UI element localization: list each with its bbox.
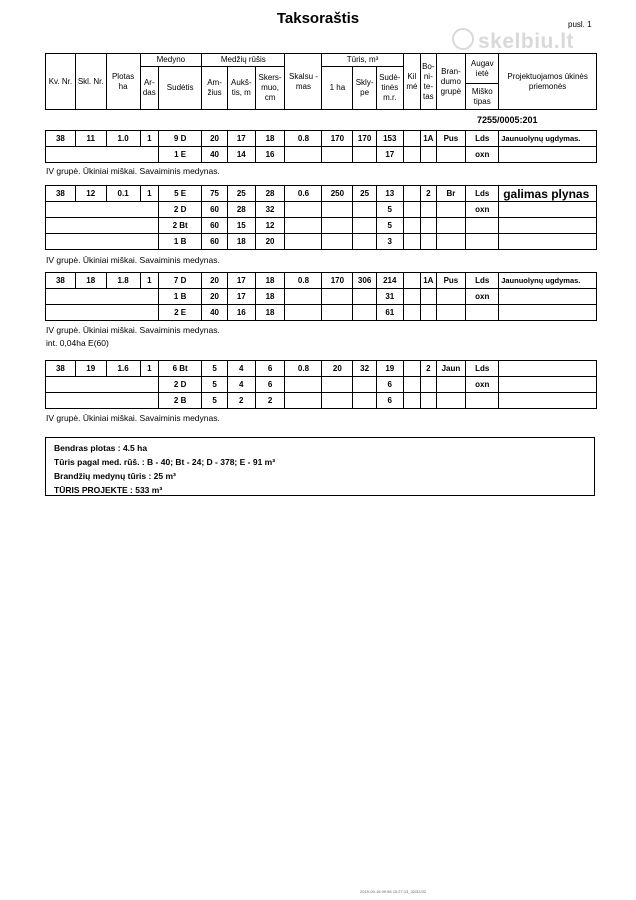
cell-augaviete — [466, 393, 499, 409]
cell-augaviete: Lds — [466, 361, 499, 377]
cell-sudetines: 17 — [376, 147, 403, 163]
cell-ardas: 1 — [140, 131, 159, 147]
cell-amzius: 5 — [202, 377, 228, 393]
cell-bonitetas — [421, 393, 436, 409]
header-sklype: Skly-pe — [353, 67, 377, 110]
cell-ha — [322, 289, 353, 305]
cell-priemone — [499, 218, 597, 234]
header-medziu-rusis: Medžių rūšis — [202, 54, 285, 67]
cell-kilme — [403, 393, 420, 409]
cell-brandumo: Pus — [436, 273, 466, 289]
header-medyno: Medyno — [140, 54, 202, 67]
cell-sudetines: 6 — [376, 377, 403, 393]
cell-bonitetas: 2 — [421, 361, 436, 377]
cell-kilme — [403, 234, 420, 250]
table-row — [46, 147, 597, 163]
cell-bonitetas — [421, 218, 436, 234]
cell-sklype: 32 — [353, 361, 377, 377]
summary-volume-by-species: Tūris pagal med. rūš. : B - 40; Bt - 24; D - 378; E - 91 m³ — [54, 457, 276, 467]
cell-sudetines: 5 — [376, 202, 403, 218]
cell-brandumo — [436, 393, 466, 409]
table-row — [46, 186, 597, 202]
cell-aukstis: 28 — [227, 202, 255, 218]
watermark-logo-icon — [452, 28, 474, 50]
cell-plotas: 1.0 — [106, 131, 140, 147]
cell-sudetines: 6 — [376, 393, 403, 409]
cell-bonitetas: 2 — [421, 186, 436, 202]
cell-sudetis: 9 D — [159, 131, 202, 147]
blank-cell — [46, 305, 159, 321]
cell-plotas: 0.1 — [106, 186, 140, 202]
table-row — [46, 234, 597, 250]
cell-amzius: 60 — [202, 202, 228, 218]
cell-sudetis: 2 E — [159, 305, 202, 321]
cell-aukstis: 4 — [227, 361, 255, 377]
cell-sudetis: 1 E — [159, 147, 202, 163]
cell-sudetines: 13 — [376, 186, 403, 202]
cell-skalsumas: 0.8 — [285, 361, 322, 377]
cell-sudetines: 214 — [376, 273, 403, 289]
summary-project-volume: TŪRIS PROJEKTE : 533 m³ — [54, 485, 163, 495]
cell-sklype — [353, 377, 377, 393]
cell-sudetis: 1 B — [159, 234, 202, 250]
cell-augaviete — [466, 234, 499, 250]
header-brandumo: Bran-dumo grupė — [436, 54, 466, 110]
cell-sklype — [353, 289, 377, 305]
cell-kilme — [403, 361, 420, 377]
cell-skersmuo: 16 — [255, 147, 285, 163]
cell-priemone — [499, 234, 597, 250]
cell-bonitetas: 1A — [421, 131, 436, 147]
cell-sklype: 170 — [353, 131, 377, 147]
cell-ha — [322, 393, 353, 409]
summary-box — [45, 437, 595, 496]
cell-brandumo: Br — [436, 186, 466, 202]
cell-sudetis: 2 D — [159, 202, 202, 218]
cell-amzius: 60 — [202, 234, 228, 250]
cell-skersmuo: 12 — [255, 218, 285, 234]
cell-skl: 11 — [75, 131, 106, 147]
cell-priemone — [499, 393, 597, 409]
header-kilme: Kil mė — [403, 54, 420, 110]
blank-cell — [46, 393, 159, 409]
summary-area: Bendras plotas : 4.5 ha — [54, 443, 148, 453]
table-row — [46, 361, 597, 377]
cell-sklype — [353, 305, 377, 321]
cell-ha: 20 — [322, 361, 353, 377]
cell-augaviete: oxn — [466, 202, 499, 218]
cell-brandumo — [436, 147, 466, 163]
header-bonitetas: Bo-ni-te-tas — [421, 54, 436, 110]
cell-kilme — [403, 218, 420, 234]
cell-priemone — [499, 202, 597, 218]
cell-augaviete — [466, 305, 499, 321]
cell-skersmuo: 28 — [255, 186, 285, 202]
cell-kilme — [403, 273, 420, 289]
cell-amzius: 20 — [202, 289, 228, 305]
table-row — [46, 289, 597, 305]
cell-skl: 18 — [75, 273, 106, 289]
cell-plotas: 1.8 — [106, 273, 140, 289]
cell-brandumo: Jaun — [436, 361, 466, 377]
cell-sudetis: 1 B — [159, 289, 202, 305]
cell-ha — [322, 234, 353, 250]
cell-augaviete: oxn — [466, 377, 499, 393]
cell-skalsumas: 0.8 — [285, 273, 322, 289]
cell-priemone — [499, 305, 597, 321]
cell-kv: 38 — [46, 186, 76, 202]
cell-augaviete: Lds — [466, 186, 499, 202]
cell-priemone: Jaunuolynų ugdymas. — [499, 131, 597, 147]
cell-augaviete: oxn — [466, 289, 499, 305]
cell-aukstis: 17 — [227, 131, 255, 147]
cell-aukstis: 2 — [227, 393, 255, 409]
cell-sudetis: 2 B — [159, 393, 202, 409]
cell-sudetis: 2 D — [159, 377, 202, 393]
header-amzius: Am-žius — [202, 67, 228, 110]
cell-kv: 38 — [46, 361, 76, 377]
cell-ha — [322, 305, 353, 321]
cell-sudetis: 5 E — [159, 186, 202, 202]
cell-bonitetas — [421, 202, 436, 218]
cell-skersmuo: 6 — [255, 377, 285, 393]
cell-ha — [322, 147, 353, 163]
cell-sklype — [353, 202, 377, 218]
cell-ha: 170 — [322, 273, 353, 289]
cell-priemone — [499, 361, 597, 377]
cell-aukstis: 16 — [227, 305, 255, 321]
cell-bonitetas: 1A — [421, 273, 436, 289]
header-table — [45, 53, 597, 110]
cell-skersmuo: 18 — [255, 289, 285, 305]
cell-skalsumas — [285, 305, 322, 321]
cell-kilme — [403, 202, 420, 218]
watermark-text: skelbiu.lt — [478, 30, 575, 53]
cell-kilme — [403, 147, 420, 163]
stand-table-3 — [45, 272, 597, 321]
table-row — [46, 377, 597, 393]
cell-skalsumas — [285, 202, 322, 218]
blank-cell — [46, 147, 159, 163]
cell-amzius: 40 — [202, 147, 228, 163]
cell-sudetines: 5 — [376, 218, 403, 234]
cell-bonitetas — [421, 377, 436, 393]
cell-ardas: 1 — [140, 273, 159, 289]
header-turis: Tūris, m³ — [322, 54, 403, 67]
cell-aukstis: 15 — [227, 218, 255, 234]
cell-priemone: galimas plynas — [499, 186, 597, 202]
blank-cell — [46, 202, 159, 218]
cell-sudetines: 153 — [376, 131, 403, 147]
cell-priemone: Jaunuolynų ugdymas. — [499, 273, 597, 289]
cell-brandumo — [436, 234, 466, 250]
cell-ardas: 1 — [140, 186, 159, 202]
section-note: IV grupė. Ūkiniai miškai. Savaiminis medynas. — [46, 255, 220, 265]
cell-augaviete: Lds — [466, 131, 499, 147]
cell-skersmuo: 32 — [255, 202, 285, 218]
cell-skalsumas — [285, 147, 322, 163]
stand-table-4 — [45, 360, 597, 409]
cell-aukstis: 17 — [227, 289, 255, 305]
section-note: IV grupė. Ūkiniai miškai. Savaiminis medynas. — [46, 325, 220, 335]
cell-sudetis: 2 Bt — [159, 218, 202, 234]
cell-kilme — [403, 289, 420, 305]
cell-aukstis: 18 — [227, 234, 255, 250]
table-row — [46, 393, 597, 409]
summary-mature-volume: Brandžių medynų tūris : 25 m³ — [54, 471, 176, 481]
cell-priemone — [499, 289, 597, 305]
watermark — [452, 28, 574, 54]
cell-aukstis: 25 — [227, 186, 255, 202]
cell-priemone — [499, 147, 597, 163]
blank-cell — [46, 234, 159, 250]
cell-kilme — [403, 186, 420, 202]
cell-kilme — [403, 377, 420, 393]
cell-skalsumas — [285, 393, 322, 409]
page-title: Taksoraštis — [276, 10, 360, 27]
section-note: IV grupė. Ūkiniai miškai. Savaiminis medynas. — [46, 413, 220, 423]
cell-amzius: 5 — [202, 361, 228, 377]
cell-priemone — [499, 377, 597, 393]
cell-plotas: 1.6 — [106, 361, 140, 377]
document-code: 7255/0005:201 — [477, 115, 538, 125]
table-row — [46, 305, 597, 321]
cell-skalsumas: 0.8 — [285, 131, 322, 147]
cell-skersmuo: 20 — [255, 234, 285, 250]
header-kv: Kv. Nr. — [46, 54, 76, 110]
cell-skalsumas — [285, 234, 322, 250]
cell-sklype — [353, 393, 377, 409]
cell-sklype: 25 — [353, 186, 377, 202]
cell-kv: 38 — [46, 131, 76, 147]
section-note: int. 0,04ha E(60) — [46, 338, 109, 348]
header-1ha: 1 ha — [322, 67, 353, 110]
header-plotas: Plotas ha — [106, 54, 140, 110]
footer-stamp: 2019-09-18 09:58 10:27:13_32/32/32 — [360, 889, 427, 894]
cell-aukstis: 17 — [227, 273, 255, 289]
cell-brandumo — [436, 305, 466, 321]
cell-skalsumas — [285, 289, 322, 305]
cell-ha: 250 — [322, 186, 353, 202]
cell-skersmuo: 2 — [255, 393, 285, 409]
cell-skl: 19 — [75, 361, 106, 377]
cell-sklype — [353, 218, 377, 234]
section-note: IV grupė. Ūkiniai miškai. Savaiminis medynas. — [46, 166, 220, 176]
header-sudetines: Sudė-tinės m.r. — [376, 67, 403, 110]
page-number: pusl. 1 — [568, 20, 592, 29]
cell-sklype: 306 — [353, 273, 377, 289]
header-priemones: Projektuojamos ūkinės priemonės — [499, 54, 597, 110]
header-aukstis: Aukš-tis, m — [227, 67, 255, 110]
cell-amzius: 40 — [202, 305, 228, 321]
stand-table-1 — [45, 130, 597, 163]
cell-bonitetas — [421, 289, 436, 305]
cell-skersmuo: 18 — [255, 273, 285, 289]
header-skersmuo: Skers-muo, cm — [255, 67, 285, 110]
cell-sudetis: 7 D — [159, 273, 202, 289]
cell-kv: 38 — [46, 273, 76, 289]
cell-aukstis: 4 — [227, 377, 255, 393]
cell-bonitetas — [421, 147, 436, 163]
cell-sudetines: 61 — [376, 305, 403, 321]
cell-sudetis: 6 Bt — [159, 361, 202, 377]
cell-skalsumas — [285, 218, 322, 234]
cell-bonitetas — [421, 234, 436, 250]
cell-brandumo: Pus — [436, 131, 466, 147]
cell-brandumo — [436, 218, 466, 234]
cell-brandumo — [436, 289, 466, 305]
header-ardas: Ar-das — [140, 67, 159, 110]
header-misko-tipas: Miško tipas — [466, 84, 499, 110]
cell-brandumo — [436, 202, 466, 218]
cell-amzius: 75 — [202, 186, 228, 202]
table-row — [46, 131, 597, 147]
cell-augaviete: Lds — [466, 273, 499, 289]
cell-kilme — [403, 305, 420, 321]
cell-skersmuo: 18 — [255, 305, 285, 321]
cell-ha — [322, 377, 353, 393]
cell-aukstis: 14 — [227, 147, 255, 163]
cell-skersmuo: 6 — [255, 361, 285, 377]
table-row — [46, 218, 597, 234]
cell-augaviete — [466, 218, 499, 234]
blank-cell — [46, 377, 159, 393]
cell-skl: 12 — [75, 186, 106, 202]
cell-kilme — [403, 131, 420, 147]
header-skl: Skl. Nr. — [75, 54, 106, 110]
table-row — [46, 202, 597, 218]
cell-skalsumas: 0.6 — [285, 186, 322, 202]
stand-table-2 — [45, 185, 597, 250]
cell-bonitetas — [421, 305, 436, 321]
cell-sklype — [353, 147, 377, 163]
cell-amzius: 20 — [202, 273, 228, 289]
blank-cell — [46, 289, 159, 305]
cell-ha: 170 — [322, 131, 353, 147]
cell-ardas: 1 — [140, 361, 159, 377]
table-row — [46, 273, 597, 289]
cell-amzius: 60 — [202, 218, 228, 234]
blank-cell — [46, 218, 159, 234]
cell-sudetines: 3 — [376, 234, 403, 250]
cell-ha — [322, 218, 353, 234]
header-augaviete: Augav ietė — [466, 54, 499, 84]
header-skalsumas: Skalsu - mas — [285, 54, 322, 110]
cell-sudetines: 31 — [376, 289, 403, 305]
header-sudetis: Sudėtis — [159, 67, 202, 110]
cell-ha — [322, 202, 353, 218]
cell-sklype — [353, 234, 377, 250]
cell-skersmuo: 18 — [255, 131, 285, 147]
cell-brandumo — [436, 377, 466, 393]
cell-amzius: 5 — [202, 393, 228, 409]
cell-amzius: 20 — [202, 131, 228, 147]
cell-augaviete: oxn — [466, 147, 499, 163]
cell-sudetines: 19 — [376, 361, 403, 377]
cell-skalsumas — [285, 377, 322, 393]
